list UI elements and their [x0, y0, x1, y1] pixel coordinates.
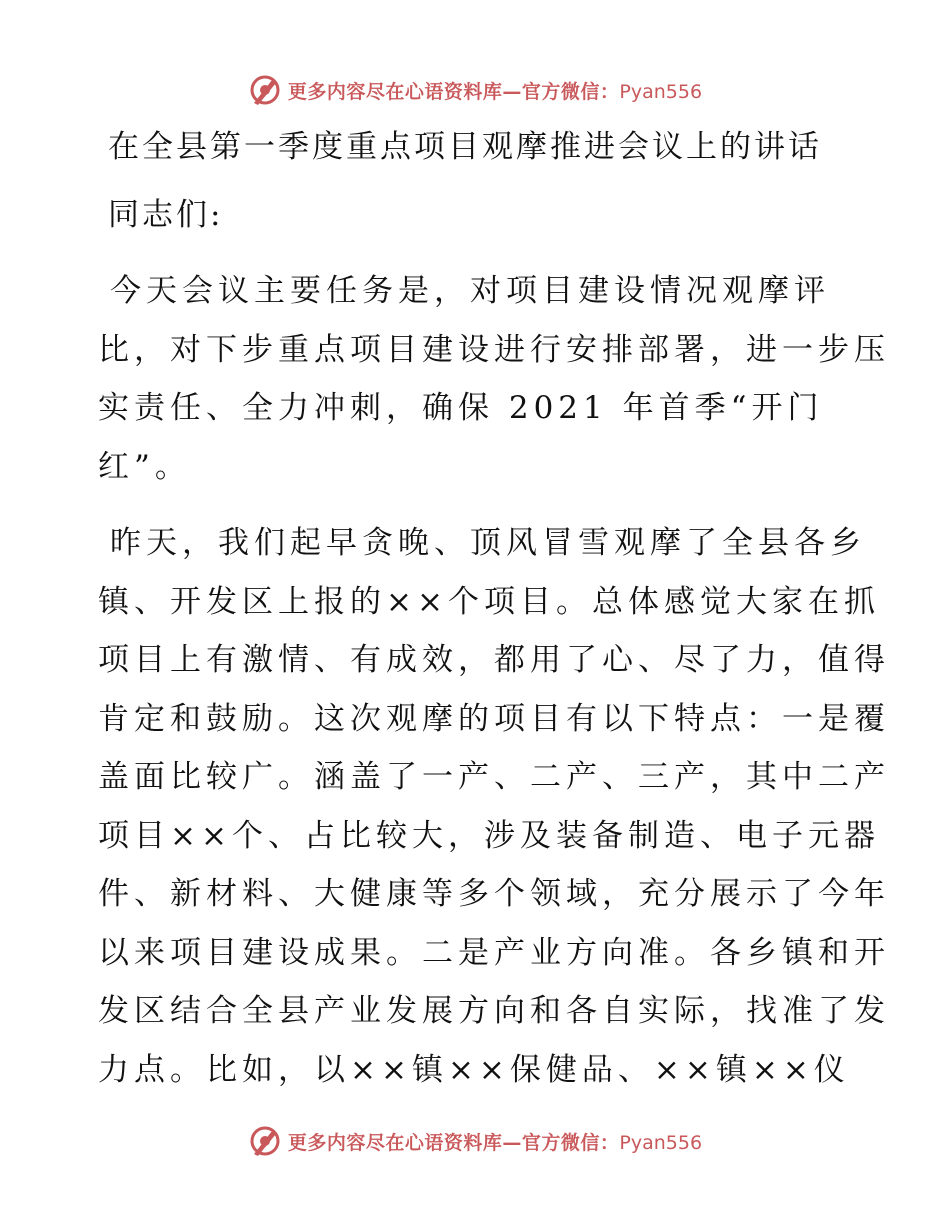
footer-watermark [0, 1123, 950, 1159]
document-body [98, 122, 890, 1099]
paragraph-line: 红”。 [98, 448, 191, 485]
paragraph-line: 盖面比较广。涵盖了一产、二产、三产，其中二产 [98, 759, 890, 795]
paragraph-line: 力点。比如，以××镇××保健品、××镇××仪 [98, 1051, 850, 1088]
paragraph-line: 以来项目建设成果。二是产业方向准。各乡镇和开 [98, 934, 890, 971]
paragraph-line: 昨天，我们起早贪晚、顶风冒雪观摩了全县各乡 [110, 525, 866, 561]
paragraph-line: 项目××个、占比较大，涉及装备制造、电子元器 [98, 817, 880, 854]
pen-logo-icon [248, 1124, 282, 1158]
paragraph-line: 件、新材料、大健康等多个领域，充分展示了今年 [98, 876, 890, 912]
watermark-text: 更多内容尽在心语资料库—官方微信：Pyan556 [287, 80, 703, 103]
pen-logo-icon [248, 73, 282, 107]
paragraph-line: 发区结合全县产业发展方向和各自实际，找准了发 [98, 993, 890, 1029]
salutation: 同志们: [108, 197, 224, 233]
paragraph-line: 今天会议主要任务是，对项目建设情况观摩评 [110, 273, 830, 309]
paragraph-line: 镇、开发区上报的××个项目。总体感觉大家在抓 [98, 583, 880, 620]
paragraph-2 [98, 514, 890, 1099]
watermark-text: 更多内容尽在心语资料库—官方微信：Pyan556 [287, 1131, 703, 1154]
document-title: 在全县第一季度重点项目观摩推进会议上的讲话 [108, 129, 822, 165]
paragraph-line: 肯定和鼓励。这次观摩的项目有以下特点：一是覆 [98, 700, 890, 737]
watermark-wechat-id: Pyan556 [619, 80, 703, 103]
paragraph-line: 实责任、全力冲刺，确保 2021 年首季“开门 [98, 390, 824, 426]
watermark-wechat-id: Pyan556 [619, 1131, 703, 1154]
paragraph-line: 比，对下步重点项目建设进行安排部署，进一步压 [98, 331, 890, 368]
header-watermark [0, 72, 950, 108]
paragraph-line: 项目上有激情、有成效，都用了心、尽了力，值得 [98, 642, 890, 678]
paragraph-1 [98, 262, 890, 496]
